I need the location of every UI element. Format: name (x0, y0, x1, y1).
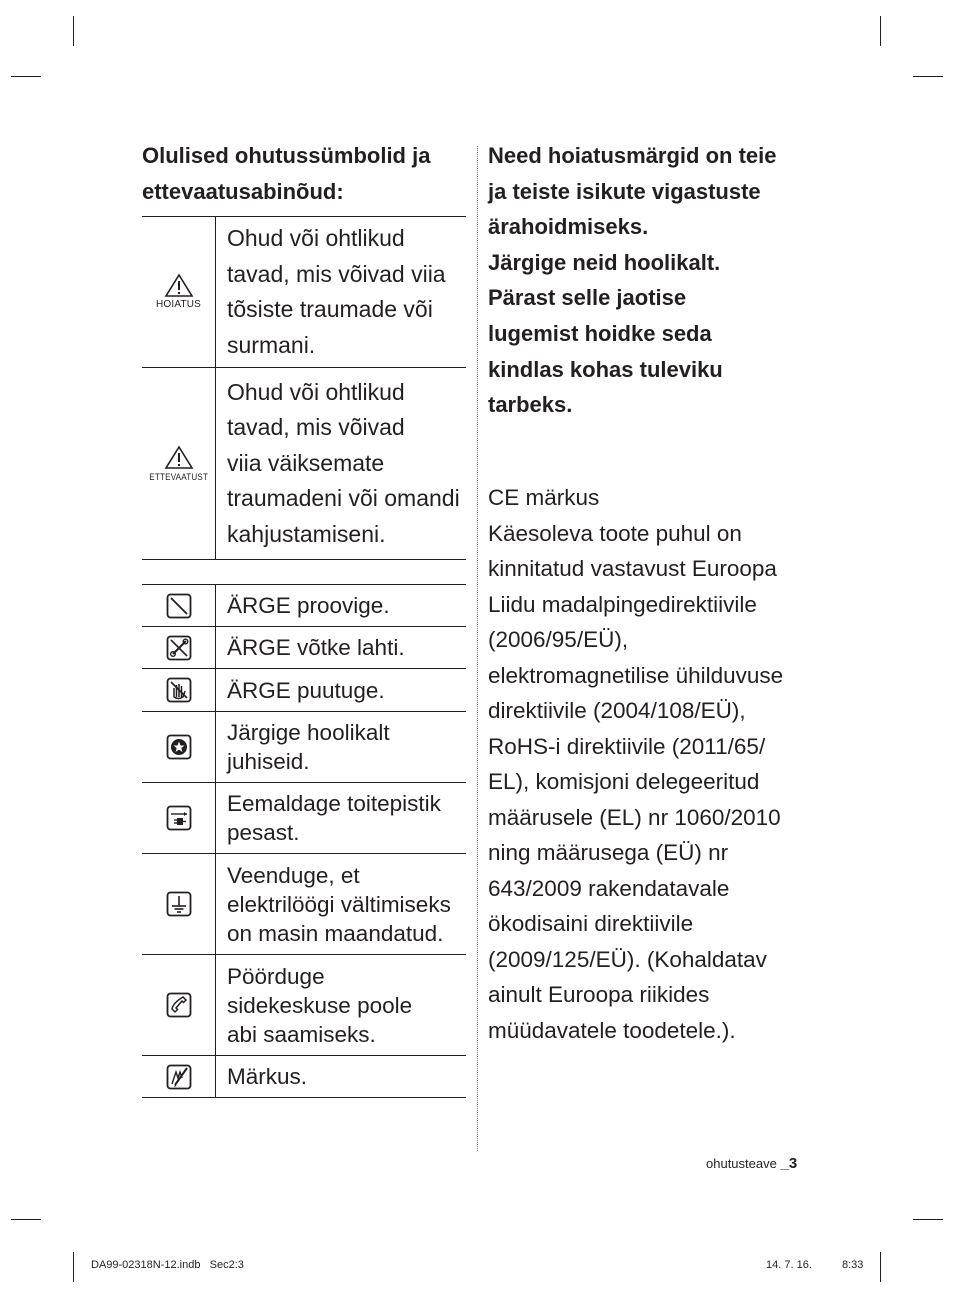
text-line: ÄRGE proovige. (227, 593, 390, 618)
warning-description (216, 217, 466, 367)
text-line: direktiivile (2004/108/EÜ), (488, 698, 746, 723)
symbol-table (142, 584, 466, 1098)
text-line: Liidu madalpingedirektiivile (488, 591, 757, 617)
page-number: 3 (788, 1155, 798, 1172)
warning-label: HOIATUS (155, 299, 202, 310)
caution-label: ETTEVAATUST (149, 471, 208, 482)
caution-row (142, 367, 466, 560)
ce-notice (488, 480, 828, 1048)
symbol-description (216, 1056, 466, 1097)
icon-cell (142, 1056, 216, 1097)
crop-mark (913, 1219, 943, 1220)
symbol-description (216, 712, 466, 782)
text-line: (2009/125/EÜ). (Kohaldatav (488, 946, 767, 972)
text-line: ÄRGE puutuge. (227, 677, 385, 703)
icon-cell (142, 955, 216, 1055)
text-line: elektromagnetilise ühilduvuse (488, 662, 784, 688)
crop-mark (913, 76, 943, 77)
warning-triangle-icon (164, 273, 194, 298)
warning-triangle-icon (164, 445, 194, 470)
symbol-description (216, 955, 466, 1055)
icon-cell (142, 585, 216, 626)
section-name: ohutusteave (706, 1156, 777, 1171)
text-line: Järgige neid hoolikalt. (488, 249, 721, 275)
warning-row (142, 216, 466, 367)
caution-icon-cell (142, 368, 216, 559)
icon-cell (142, 854, 216, 954)
icon-cell (142, 712, 216, 782)
symbol-description (216, 627, 466, 668)
warning-table (142, 216, 466, 560)
text-line: traumadeni või omandi (227, 485, 460, 512)
text-line: sidekeskuse poole (227, 992, 413, 1018)
symbol-row (142, 1055, 466, 1098)
text-line: Veenduge, et (227, 862, 360, 888)
crop-mark (11, 1219, 41, 1220)
prohibited-icon (166, 593, 192, 619)
slug-time: 8:33 (842, 1259, 864, 1271)
icon-cell (142, 669, 216, 711)
text-line: RoHS-i direktiivile (2011/65/ (488, 733, 766, 759)
text-line: kindlas kohas tuleviku (488, 356, 723, 382)
heading-line: Olulised ohutussümbolid ja (142, 143, 431, 168)
text-line: kahjustamiseni. (227, 520, 386, 547)
text-line: 643/2009 rakendatavale (488, 875, 730, 901)
text-line: Pärast selle jaotise (488, 285, 687, 311)
text-line: viia väiksemate (227, 449, 385, 476)
text-line: tavad, mis võivad viia (227, 260, 446, 287)
ground-icon (166, 891, 192, 917)
symbol-description (216, 669, 466, 711)
text-line: abi saamiseks. (227, 1021, 376, 1047)
ce-title: CE märkus (488, 485, 600, 510)
crop-mark (11, 76, 41, 77)
text-line: Ohud või ohtlikud (227, 378, 405, 405)
text-line: Pöörduge (227, 963, 325, 989)
icon-cell (142, 627, 216, 668)
text-line: ökodisaini direktiivile (488, 911, 694, 936)
text-line: müüdavatele toodetele.). (488, 1017, 736, 1043)
text-line: Eemaldage toitepistik (227, 791, 441, 816)
text-line: Käesoleva toote puhul on (488, 520, 742, 546)
warning-icon-cell (142, 217, 216, 367)
page-footer (706, 1155, 797, 1172)
slug-date: 14. 7. 16. (766, 1259, 812, 1271)
do-not-touch-icon (166, 677, 192, 703)
text-line: ning määrusega (EÜ) nr (488, 840, 729, 865)
column-divider (477, 146, 478, 1151)
text-line: Märkus. (227, 1064, 308, 1089)
page-prefix: _ (780, 1155, 789, 1172)
crop-mark (73, 1252, 74, 1282)
crop-mark (73, 16, 74, 46)
text-line: kinnitatud vastavust Euroopa (488, 556, 777, 581)
text-line: ÄRGE võtke lahti. (227, 635, 405, 660)
symbol-description (216, 854, 466, 954)
icon-cell (142, 783, 216, 853)
symbol-row (142, 853, 466, 954)
text-line: tõsiste traumade või (227, 296, 433, 322)
do-not-disassemble-icon (166, 635, 192, 661)
unplug-icon (166, 805, 192, 831)
text-line: Ohud või ohtlikud (227, 225, 405, 251)
crop-mark (880, 1252, 881, 1282)
text-line: elektrilöögi vältimiseks (227, 891, 451, 917)
symbol-row (142, 782, 466, 853)
text-line: määrusele (EL) nr 1060/2010 (488, 804, 781, 830)
text-line: (2006/95/EÜ), (488, 627, 629, 652)
text-line: lugemist hoidke seda (488, 320, 712, 346)
symbol-row (142, 626, 466, 668)
heading-line: ettevaatusabinõud: (142, 179, 344, 204)
slug-file: DA99-02318N-12.indb Sec2:3 (91, 1259, 244, 1271)
phone-icon (166, 992, 192, 1018)
text-line: ainult Euroopa riikides (488, 982, 710, 1007)
text-line: Need hoiatusmärgid on teie (488, 143, 777, 168)
text-line: EL), komisjoni delegeeritud (488, 769, 760, 794)
crop-mark (880, 16, 881, 46)
text-line: tavad, mis võivad (227, 414, 405, 441)
text-line: ja teiste isikute vigastuste (488, 178, 761, 204)
text-line: tarbeks. (488, 392, 573, 418)
text-line: pesast. (227, 820, 300, 845)
symbol-description (216, 783, 466, 853)
symbol-row (142, 584, 466, 626)
text-line: juhiseid. (227, 749, 310, 774)
caution-description (216, 368, 466, 559)
warning-notice (488, 138, 828, 423)
text-line: ärahoidmiseks. (488, 214, 649, 240)
symbol-row (142, 668, 466, 711)
symbol-row (142, 954, 466, 1055)
text-line: surmani. (227, 331, 316, 358)
safety-symbols-heading (142, 138, 472, 210)
note-icon (166, 1064, 192, 1090)
follow-instructions-icon (166, 734, 192, 760)
symbol-description (216, 585, 466, 626)
text-line: on masin maandatud. (227, 920, 444, 946)
symbol-row (142, 711, 466, 782)
text-line: Järgige hoolikalt (227, 720, 390, 745)
